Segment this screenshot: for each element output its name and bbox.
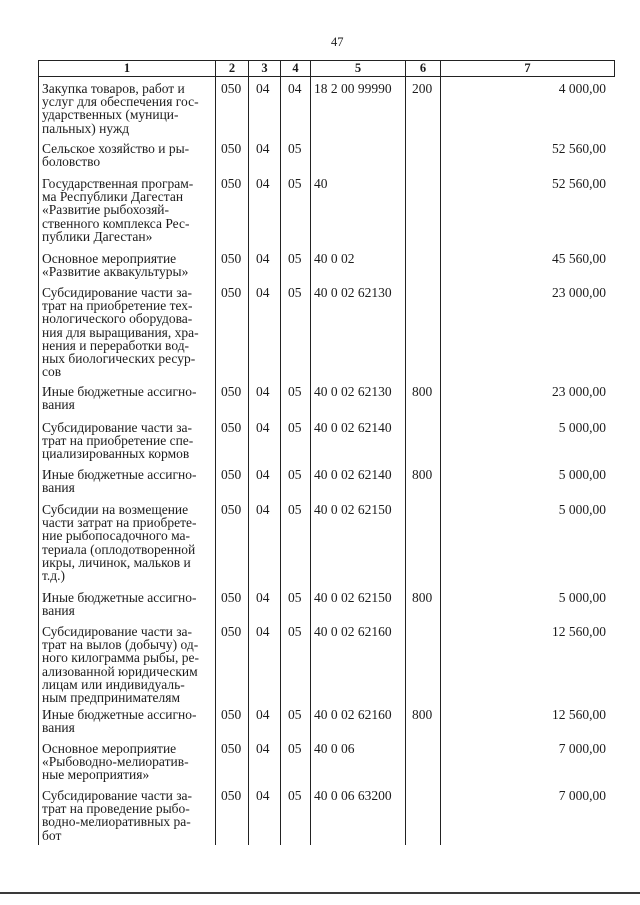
description-line: трат на приобретение тех-	[42, 298, 193, 314]
description-line: икры, личинок, мальков и	[42, 554, 191, 570]
col-5-cell: 40 0 02 62130	[314, 285, 392, 300]
col-2-cell: 050	[221, 707, 242, 722]
description-line: нения и переработки вод-	[42, 337, 190, 353]
description-line: Закупка товаров, работ и	[42, 81, 185, 96]
description-line: вания	[42, 720, 75, 736]
description-line: Иные бюджетные ассигно-	[42, 384, 197, 399]
col-7-cell: 7 000,00	[558, 788, 606, 803]
table-row	[38, 252, 615, 286]
col-7-cell: 7 000,00	[558, 741, 606, 756]
col-3-cell: 04	[256, 788, 270, 803]
col-6-cell	[405, 742, 440, 789]
page-number: 47	[331, 35, 344, 49]
col-3-cell: 04	[256, 141, 270, 156]
description-line: Государственная програм-	[42, 176, 194, 191]
col-6-cell	[405, 252, 440, 286]
col-2-cell: 050	[221, 176, 242, 191]
description-cell	[38, 591, 215, 625]
col-3-cell: 04	[256, 81, 270, 96]
col-4-cell: 05	[288, 741, 302, 756]
description-line: Иные бюджетные ассигно-	[42, 707, 197, 722]
col-5-cell: 40 0 02 62160	[314, 624, 392, 639]
description-line: нологического оборудова-	[42, 311, 193, 327]
description-line: услуг для обеспечения гос-	[42, 94, 199, 110]
col-6-cell	[405, 421, 440, 468]
col-7-cell: 52 560,00	[552, 141, 606, 156]
description-cell	[38, 252, 215, 286]
description-line: «Развитие рыбохозяй-	[42, 202, 170, 218]
col-3-cell: 04	[256, 502, 270, 517]
description-line: боловство	[42, 154, 101, 170]
description-line: ные мероприятия»	[42, 767, 150, 783]
col-7-cell: 45 560,00	[552, 251, 606, 266]
description-cell	[38, 385, 215, 421]
col-2-cell: 050	[221, 590, 242, 605]
description-line: Субсидирование части за-	[42, 624, 193, 639]
col-7-cell: 52 560,00	[552, 176, 606, 191]
col-6-cell: 800	[412, 707, 433, 722]
table-body	[38, 82, 615, 844]
description-line: лицам или индивидуаль-	[42, 676, 185, 692]
col-4-cell: 05	[288, 788, 302, 803]
col-4-cell: 05	[288, 141, 302, 156]
col-7-cell: 5 000,00	[558, 590, 606, 605]
col-4-cell: 05	[288, 467, 302, 482]
description-line: трат на приобретение спе-	[42, 433, 194, 449]
col-7-cell: 4 000,00	[558, 81, 606, 96]
description-cell	[38, 468, 215, 503]
header-col-4: 4	[280, 61, 310, 76]
description-line: ния для выращивания, хра-	[42, 324, 199, 340]
table-row	[38, 591, 615, 625]
col-5-cell: 18 2 00 99990	[314, 81, 392, 96]
description-line: «Рыбоводно-мелиоратив-	[42, 754, 189, 770]
description-cell	[38, 789, 215, 844]
description-line: Субсидии на возмещение	[42, 502, 189, 517]
col-3-cell: 04	[256, 590, 270, 605]
col-2-cell: 050	[221, 251, 242, 266]
col-6-cell	[405, 789, 440, 844]
col-5-cell: 40 0 02 62150	[314, 502, 392, 517]
description-line: пальных) нужд	[42, 120, 130, 136]
col-5-cell: 40 0 02 62140	[314, 420, 392, 435]
col-6-cell	[405, 142, 440, 177]
description-cell	[38, 82, 215, 142]
header-col-3: 3	[248, 61, 280, 76]
col-6-cell	[405, 286, 440, 385]
col-5-cell: 40 0 02 62160	[314, 707, 392, 722]
description-cell	[38, 142, 215, 177]
col-5-cell: 40 0 02 62140	[314, 467, 392, 482]
col-2-cell: 050	[221, 624, 242, 639]
description-line: Субсидирование части за-	[42, 788, 193, 803]
description-cell	[38, 177, 215, 252]
description-line: циализированных кормов	[42, 446, 190, 462]
col-6-cell	[405, 503, 440, 591]
col-3-cell: 04	[256, 251, 270, 266]
col-3-cell: 04	[256, 176, 270, 191]
description-cell	[38, 421, 215, 468]
col-4-cell: 05	[288, 707, 302, 722]
table-row	[38, 82, 615, 142]
description-line: т.д.)	[42, 567, 65, 583]
description-line: части затрат на приобрете-	[42, 515, 197, 531]
description-line: водно-мелиоративных ра-	[42, 814, 191, 830]
description-line: вания	[42, 603, 75, 619]
description-line: сов	[42, 364, 62, 380]
col-3-cell: 04	[256, 707, 270, 722]
description-line: Иные бюджетные ассигно-	[42, 590, 197, 605]
description-line: ние рыбопосадочного ма-	[42, 528, 191, 544]
table-row	[38, 625, 615, 708]
col-7-cell: 23 000,00	[552, 285, 606, 300]
description-line: Сельское хозяйство и ры-	[42, 141, 190, 156]
col-3-cell: 04	[256, 285, 270, 300]
col-2-cell: 050	[221, 502, 242, 517]
description-cell	[38, 503, 215, 591]
col-5-cell: 40 0 06	[314, 741, 355, 756]
description-line: ного килограмма рыбы, ре-	[42, 650, 199, 666]
description-line: трат на проведение рыбо-	[42, 801, 190, 817]
description-line: трат на вылов (добычу) од-	[42, 637, 199, 653]
description-line: ным предпринимателям	[42, 689, 180, 705]
col-2-cell: 050	[221, 384, 242, 399]
description-line: Субсидирование части за-	[42, 285, 193, 300]
description-cell	[38, 286, 215, 385]
description-line: ударственных (муници-	[42, 107, 179, 123]
col-3-cell: 04	[256, 384, 270, 399]
col-7-cell: 12 560,00	[552, 707, 606, 722]
table-row	[38, 742, 615, 789]
table-header	[38, 60, 615, 77]
col-3-cell: 04	[256, 741, 270, 756]
description-cell	[38, 708, 215, 742]
col-4-cell: 05	[288, 420, 302, 435]
description-line: «Развитие аквакультуры»	[42, 264, 189, 280]
description-line: публики Дагестан»	[42, 228, 153, 244]
header-col-7: 7	[440, 61, 615, 76]
table-row	[38, 421, 615, 468]
header-col-1: 1	[38, 61, 215, 76]
description-cell	[38, 625, 215, 708]
col-6-cell: 800	[412, 384, 433, 399]
col-2-cell: 050	[221, 420, 242, 435]
col-2-cell: 050	[221, 141, 242, 156]
table-row	[38, 385, 615, 421]
table-row	[38, 286, 615, 385]
col-2-cell: 050	[221, 81, 242, 96]
description-line: Основное мероприятие	[42, 251, 177, 266]
col-3-cell: 04	[256, 420, 270, 435]
col-5-cell: 40	[314, 176, 328, 191]
col-4-cell: 05	[288, 502, 302, 517]
description-line: вания	[42, 397, 75, 413]
col-4-cell: 05	[288, 590, 302, 605]
description-line: ных биологических ресур-	[42, 350, 196, 366]
description-line: вания	[42, 480, 75, 496]
description-line: бот	[42, 827, 62, 843]
col-6-cell: 800	[412, 467, 433, 482]
description-line: Основное мероприятие	[42, 741, 177, 756]
col-6-cell: 200	[412, 81, 433, 96]
description-line: териала (оплодотворенной	[42, 541, 196, 557]
table-row	[38, 503, 615, 591]
col-5-cell	[310, 142, 405, 177]
col-4-cell: 05	[288, 285, 302, 300]
col-2-cell: 050	[221, 741, 242, 756]
col-5-cell: 40 0 02 62130	[314, 384, 392, 399]
description-line: Субсидирование части за-	[42, 420, 193, 435]
col-7-cell: 5 000,00	[558, 502, 606, 517]
description-line: ализованной юридическим	[42, 663, 198, 679]
col-7-cell: 12 560,00	[552, 624, 606, 639]
table-row	[38, 177, 615, 252]
col-2-cell: 050	[221, 285, 242, 300]
col-6-cell	[405, 625, 440, 708]
col-2-cell: 050	[221, 467, 242, 482]
header-col-5: 5	[310, 61, 405, 76]
col-4-cell: 05	[288, 251, 302, 266]
col-4-cell: 04	[288, 81, 302, 96]
description-line: ственного комплекса Рес-	[42, 215, 190, 231]
col-7-cell: 5 000,00	[558, 467, 606, 482]
description-line: Иные бюджетные ассигно-	[42, 467, 197, 482]
col-5-cell: 40 0 02	[314, 251, 355, 266]
col-5-cell: 40 0 02 62150	[314, 590, 392, 605]
header-col-6: 6	[405, 61, 440, 76]
table-row	[38, 142, 615, 177]
table-row	[38, 708, 615, 742]
col-7-cell: 5 000,00	[558, 420, 606, 435]
scan-edge-line	[0, 892, 640, 894]
col-4-cell: 05	[288, 624, 302, 639]
table-row	[38, 789, 615, 844]
header-col-2: 2	[215, 61, 248, 76]
col-4-cell: 05	[288, 176, 302, 191]
col-6-cell: 800	[412, 590, 433, 605]
col-5-cell: 40 0 06 63200	[314, 788, 392, 803]
col-3-cell: 04	[256, 624, 270, 639]
col-4-cell: 05	[288, 384, 302, 399]
description-line: ма Республики Дагестан	[42, 189, 184, 205]
col-7-cell: 23 000,00	[552, 384, 606, 399]
col-6-cell	[405, 177, 440, 252]
table-row	[38, 468, 615, 503]
description-cell	[38, 742, 215, 789]
col-3-cell: 04	[256, 467, 270, 482]
col-2-cell: 050	[221, 788, 242, 803]
